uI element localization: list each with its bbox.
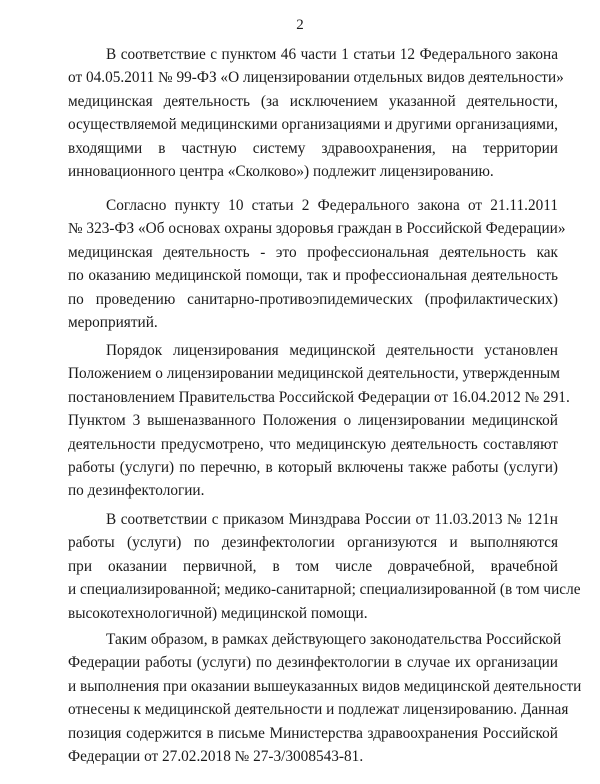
paragraph-licensing-law xyxy=(68,43,564,183)
text-line: Порядок лицензирования медицинской деятельности установлен xyxy=(106,342,558,359)
text-line: мероприятий. xyxy=(68,314,158,332)
text-line: осуществляемой медицинскими организациями и другими организациями, xyxy=(68,116,558,134)
text-line: отнесены к медицинской деятельности и подлежат лицензированию. Данная xyxy=(68,701,569,719)
text-line: Таким образом, в рамках действующего законодательства Российской xyxy=(106,631,562,648)
text-line: медицинская деятельность (за исключением указанной деятельности, xyxy=(68,92,558,110)
text-line: инновационного центра «Сколково») подлежит лицензированию. xyxy=(68,163,494,181)
text-line: Согласно пункту 10 статьи 2 Федерального закона от 21.11.2011 xyxy=(106,197,558,214)
text-line: входящими в частную систему здравоохранения, на территории xyxy=(68,139,558,157)
text-line: от 04.05.2011 № 99-ФЗ «О лицензировании отдельных видов деятельности» xyxy=(68,69,564,87)
text-line: В соответствие с пунктом 46 части 1 статьи 12 Федерального закона xyxy=(106,46,558,63)
paragraph-licensing-procedure xyxy=(68,339,570,503)
text-line: Федерации от 27.02.2018 № 27-3/3008543-81. xyxy=(68,748,364,766)
paragraph-conclusion xyxy=(68,628,582,768)
text-line: медицинская деятельность - это профессиональная деятельность как xyxy=(68,243,558,261)
page-number: 2 xyxy=(296,17,304,33)
text-line: Пунктом 3 вышеназванного Положения о лицензировании медицинской xyxy=(68,412,558,430)
text-line: и специализированной; медико-санитарной; специализированной (в том числе xyxy=(68,581,581,599)
text-line: высокотехнологичной) медицинской помощи. xyxy=(68,604,368,622)
text-line: Положением о лицензировании медицинской деятельности, утвержденным xyxy=(68,365,560,383)
text-line: № 323-ФЗ «Об основах охраны здоровья граждан в Российской Федерации» xyxy=(68,220,566,238)
text-line: по дезинфектологии. xyxy=(68,482,205,500)
text-line: постановлением Правительства Российской Федерации от 16.04.2012 № 291. xyxy=(68,388,570,406)
text-line: В соответствии с приказом Минздрава России от 11.03.2013 № 121н xyxy=(106,511,558,528)
text-line: позиция содержится в письме Министерства здравоохранения Российской xyxy=(68,724,558,742)
text-line: и выполнения при оказании вышеуказанных видов медицинской деятельности xyxy=(68,677,582,695)
text-line: по проведению санитарно-противоэпидемических (профилактических) xyxy=(68,290,558,308)
text-line: работы (услуги) по дезинфектологии организуются и выполняются xyxy=(68,534,558,552)
text-line: Федерации работы (услуги) по дезинфектологии в случае их организации xyxy=(68,654,558,672)
paragraph-ministry-order xyxy=(68,508,581,625)
text-line: деятельности предусмотрено, что медицинскую деятельность составляют xyxy=(68,435,558,453)
text-line: по оказанию медицинской помощи, так и профессиональная деятельность xyxy=(68,267,558,285)
paragraph-medical-activity-definition xyxy=(68,194,566,334)
text-line: при оказании первичной, в том числе доврачебной, врачебной xyxy=(68,557,558,575)
text-line: работы (услуги) по перечню, в который включены также работы (услуги) xyxy=(68,459,558,477)
